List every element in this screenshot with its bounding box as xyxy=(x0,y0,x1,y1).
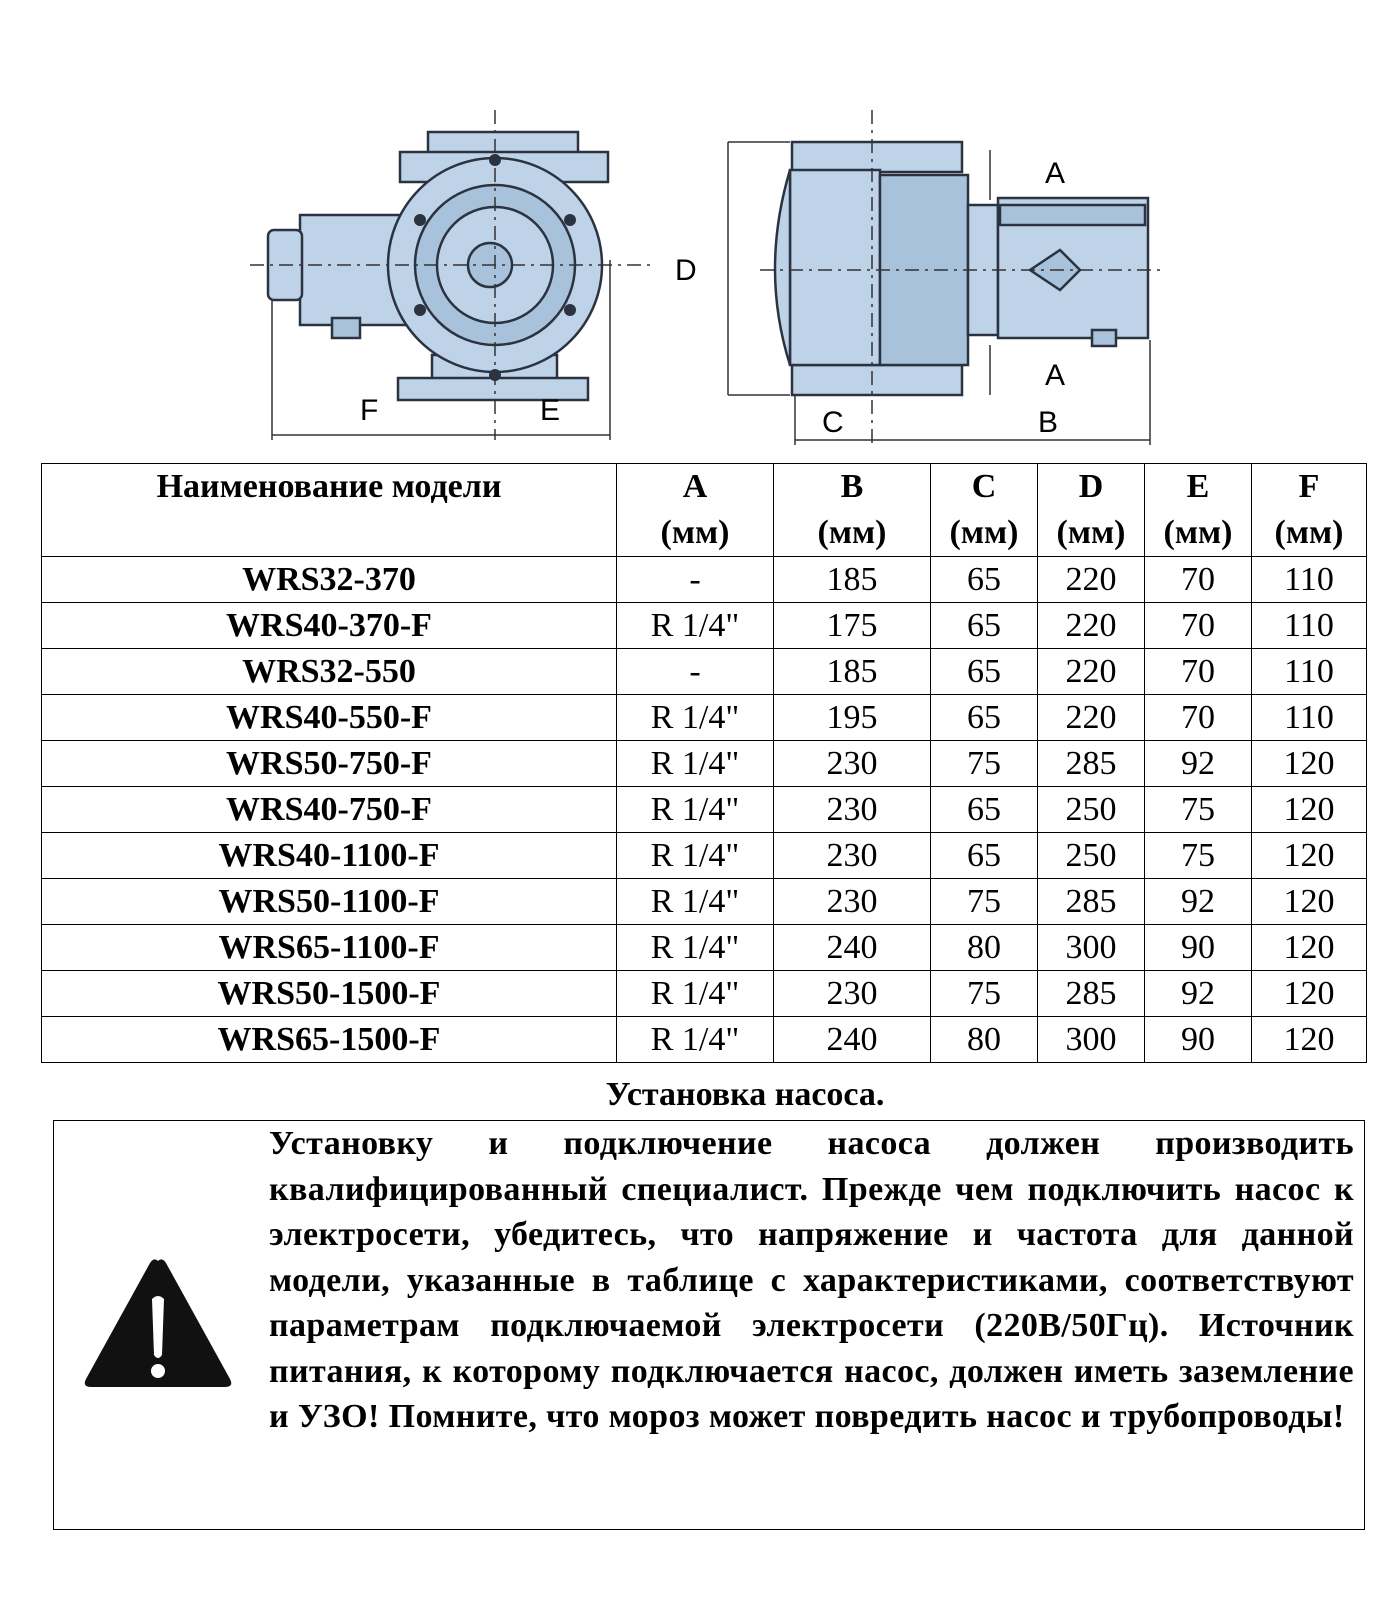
cell-b: 195 xyxy=(774,695,931,741)
table-header-row xyxy=(42,464,1367,557)
cell-e: 70 xyxy=(1145,603,1252,649)
cell-a: R 1/4" xyxy=(617,1017,774,1063)
dim-label-d: D xyxy=(675,254,697,287)
cell-e: 75 xyxy=(1145,833,1252,879)
cell-b: 175 xyxy=(774,603,931,649)
cell-a: - xyxy=(617,557,774,603)
cell-e: 70 xyxy=(1145,557,1252,603)
cell-a: - xyxy=(617,649,774,695)
table-row xyxy=(42,557,1367,603)
table-row xyxy=(42,649,1367,695)
cell-f: 110 xyxy=(1252,695,1367,741)
table-row xyxy=(42,603,1367,649)
dim-label-f: F xyxy=(360,394,379,427)
cell-c: 65 xyxy=(931,603,1038,649)
cell-f: 120 xyxy=(1252,925,1367,971)
header-model: Наименование модели xyxy=(42,464,617,557)
dim-label-e: E xyxy=(540,394,561,427)
cell-e: 70 xyxy=(1145,649,1252,695)
cell-model: WRS50-1100-F xyxy=(42,879,617,925)
installation-warning-text: Установку и подключение насоса должен производить квалифицированный специалист. Прежде чем подключить насос к электросети, убедитесь, что напряжение и частота для данной модели, указанные в таблице с характеристиками, соответствуют параметрам подключаемой электросети (220В/50Гц). Источник питания, к которому подключается насос, должен иметь заземление и УЗО! Помните, что мороз может повредить насос и трубопроводы! xyxy=(269,1125,1354,1435)
cell-d: 220 xyxy=(1038,603,1145,649)
header-a: A (мм) xyxy=(617,464,774,557)
table-row xyxy=(42,741,1367,787)
cell-f: 120 xyxy=(1252,833,1367,879)
table-body xyxy=(42,557,1367,1063)
cell-b: 230 xyxy=(774,833,931,879)
cell-model: WRS32-370 xyxy=(42,557,617,603)
cell-f: 120 xyxy=(1252,879,1367,925)
cell-d: 220 xyxy=(1038,557,1145,603)
dim-label-a-top: A xyxy=(1045,157,1066,190)
cell-c: 65 xyxy=(931,557,1038,603)
table-row xyxy=(42,925,1367,971)
pump-side-view xyxy=(728,110,1160,445)
table-row xyxy=(42,695,1367,741)
cell-e: 90 xyxy=(1145,925,1252,971)
cell-b: 185 xyxy=(774,649,931,695)
cell-model: WRS40-550-F xyxy=(42,695,617,741)
cell-a: R 1/4" xyxy=(617,741,774,787)
cell-a: R 1/4" xyxy=(617,695,774,741)
cell-b: 240 xyxy=(774,1017,931,1063)
table-row xyxy=(42,833,1367,879)
header-b: B (мм) xyxy=(774,464,931,557)
cell-a: R 1/4" xyxy=(617,971,774,1017)
cell-a: R 1/4" xyxy=(617,879,774,925)
cell-f: 120 xyxy=(1252,741,1367,787)
cell-model: WRS32-550 xyxy=(42,649,617,695)
cell-f: 120 xyxy=(1252,971,1367,1017)
cell-a: R 1/4" xyxy=(617,787,774,833)
dim-label-c: C xyxy=(822,406,844,439)
cell-e: 70 xyxy=(1145,695,1252,741)
cell-f: 110 xyxy=(1252,603,1367,649)
cell-d: 220 xyxy=(1038,695,1145,741)
header-f: F (мм) xyxy=(1252,464,1367,557)
dimensions-table xyxy=(41,463,1367,1063)
cell-b: 240 xyxy=(774,925,931,971)
cell-b: 230 xyxy=(774,741,931,787)
cell-model: WRS65-1100-F xyxy=(42,925,617,971)
cell-e: 92 xyxy=(1145,971,1252,1017)
cell-c: 65 xyxy=(931,833,1038,879)
cell-d: 250 xyxy=(1038,787,1145,833)
cell-e: 92 xyxy=(1145,879,1252,925)
cell-d: 285 xyxy=(1038,741,1145,787)
cell-c: 75 xyxy=(931,971,1038,1017)
cell-d: 250 xyxy=(1038,833,1145,879)
table-row xyxy=(42,1017,1367,1063)
cell-d: 220 xyxy=(1038,649,1145,695)
header-d: D (мм) xyxy=(1038,464,1145,557)
cell-model: WRS50-1500-F xyxy=(42,971,617,1017)
cell-model: WRS40-1100-F xyxy=(42,833,617,879)
cell-a: R 1/4" xyxy=(617,603,774,649)
cell-a: R 1/4" xyxy=(617,833,774,879)
cell-e: 75 xyxy=(1145,787,1252,833)
cell-e: 92 xyxy=(1145,741,1252,787)
cell-model: WRS65-1500-F xyxy=(42,1017,617,1063)
cell-model: WRS40-370-F xyxy=(42,603,617,649)
pump-front-view xyxy=(250,110,650,440)
cell-d: 285 xyxy=(1038,971,1145,1017)
cell-c: 75 xyxy=(931,741,1038,787)
cell-c: 75 xyxy=(931,879,1038,925)
cell-model: WRS40-750-F xyxy=(42,787,617,833)
cell-f: 120 xyxy=(1252,1017,1367,1063)
cell-c: 80 xyxy=(931,1017,1038,1063)
cell-b: 185 xyxy=(774,557,931,603)
cell-b: 230 xyxy=(774,971,931,1017)
header-e: E (мм) xyxy=(1145,464,1252,557)
cell-c: 65 xyxy=(931,695,1038,741)
cell-c: 65 xyxy=(931,649,1038,695)
cell-c: 80 xyxy=(931,925,1038,971)
pump-dimension-diagram xyxy=(0,0,1400,460)
header-c: C (мм) xyxy=(931,464,1038,557)
cell-model: WRS50-750-F xyxy=(42,741,617,787)
dim-label-b: B xyxy=(1038,406,1059,439)
cell-f: 110 xyxy=(1252,649,1367,695)
cell-a: R 1/4" xyxy=(617,925,774,971)
cell-d: 300 xyxy=(1038,925,1145,971)
table-row xyxy=(42,787,1367,833)
installation-title: Установка насоса. xyxy=(605,1076,885,1113)
cell-f: 120 xyxy=(1252,787,1367,833)
dim-label-a-bottom: A xyxy=(1045,359,1066,392)
warning-triangle-icon xyxy=(82,1257,234,1391)
cell-c: 65 xyxy=(931,787,1038,833)
cell-b: 230 xyxy=(774,879,931,925)
table-row xyxy=(42,971,1367,1017)
cell-f: 110 xyxy=(1252,557,1367,603)
cell-b: 230 xyxy=(774,787,931,833)
cell-d: 285 xyxy=(1038,879,1145,925)
cell-d: 300 xyxy=(1038,1017,1145,1063)
cell-e: 90 xyxy=(1145,1017,1252,1063)
installation-warning-box xyxy=(53,1120,1365,1530)
table-row xyxy=(42,879,1367,925)
